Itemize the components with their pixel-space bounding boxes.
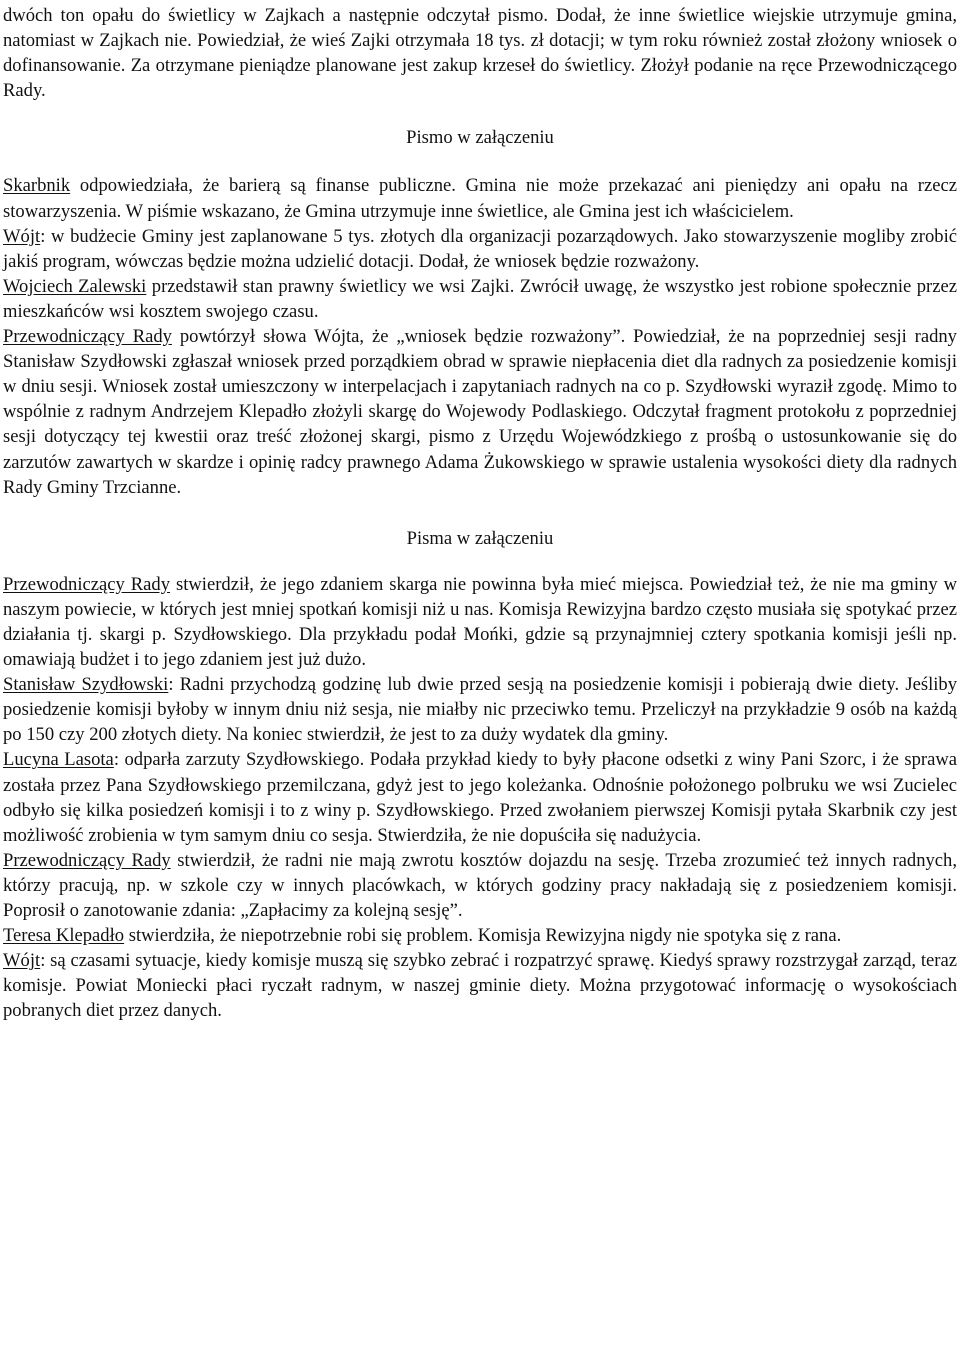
statement-text: : są czasami sytuacje, kiedy komisje muszą się szybko zebrać i rozpatrzyć sprawę. Kiedyś sprawy rozstrzygał zarząd, teraz komisje. Powiat Moniecki płaci ryczałt radnym, w naszej gminie diety. Można przygotować informację o wysokościach pobranych diet przez danych. <box>3 950 957 1022</box>
statement-skarbnik <box>3 173 957 223</box>
speaker-name: Przewodniczący Rady <box>3 573 171 595</box>
attachment-note-2: Pisma w załączeniu <box>406 527 554 549</box>
statement-text: : w budżecie Gminy jest zaplanowane 5 tys. złotych dla organizacji pozarządowych. Jako stowarzyszenie mogliby zrobić jakiś program, wówczas będzie można udzielić dotacji. Dodał, że wniosek będzie rozważony. <box>3 225 957 272</box>
statement-lucyna-lasota <box>3 747 957 847</box>
statement-text: : odparła zarzuty Szydłowskiego. Podała przykład kiedy to były płacone odsetki z winy Pani Szorc, i że sprawa została przez Pana Szydłowskiego przemilczana, gdyż jest to jego koleżanka. Odnośnie położonego polbruku we wsi Zucielec odbyło się kilka posiedzeń komisji i to z winy p. Szydłowskiego. Przed zwołaniem pierwszej Komisji pytała Skarbnik czy jest możliwość zrobienia w tym samym dniu co sesja. Stwierdziła, że nie dopuściła się nadużycia. <box>3 749 958 846</box>
statement-text: stwierdził, że jego zdaniem skarga nie powinna była mieć miejsca. Powiedział też, że nie ma gminy w naszym powiecie, w których jest mniej spotkań komisji niż u nas. Komisja Rewizyjna bardzo często musiała się spotykać przez działania tj. skargi p. Szydłowskiego. Dla przykładu podał Mońki, gdzie są przynajmniej cztery spotkania komisji jeśli np. omawiają budżet i to jego zdaniem jest już dużo. <box>3 573 957 671</box>
attachment-note-1: Pismo w załączeniu <box>406 127 554 149</box>
statement-text: powtórzył słowa Wójta, że „wniosek będzie rozważony”. Powiedział, że na poprzedniej sesji radny Stanisław Szydłowski zgłaszał wniosek przed porządkiem obrad w sprawie niepłacenia diet dla radnych za posiedzenie komisji w dniu sesji. Wniosek został umieszczony w interpelacjach i zapytaniach radnych na co p. Szydłowski wyraził zgodę. Mimo to wspólnie z radnym Andrzejem Klepadło złożyli skargę do Wojewody Podlaskiego. Odczytał fragment protokołu z poprzedniej sesji dotyczący tej kwestii oraz treść złożonej skargi, pismo z Urzędu Wojewódzkiego z prośbą o ustosunkowanie się do zarzutów zawartych w skardze i opinię radcy prawnego Adama Żukowskiego w sprawie ustalenia wysokości diety dla radnych Rady Gminy Trzcianne. <box>3 326 957 498</box>
opening-paragraph: dwóch ton opału do świetlicy w Zajkach a następnie odczytał pismo. Dodał, że inne świetlice wiejskie utrzymuje gmina, natomiast w Zajkach nie. Powiedział, że wieś Zajki otrzymała 18 tys. zł dotacji; w tym roku również został złożony wniosek o dofinansowanie. Za otrzymane pieniądze planowane jest zakup krzeseł do świetlicy. Złożył podanie na ręce Przewodniczącego Rady. <box>3 5 957 102</box>
statement-stanislaw-szydlowski <box>3 672 957 747</box>
statement-text: stwierdził, że radni nie mają zwrotu kosztów dojazdu na sesję. Trzeba zrozumieć też innych radnych, którzy pracują, np. w szkole czy w innych placówkach, w których godziny pracy nakładają się z posiedzeniem komisji. Poprosił o zanotowanie zdania: „Zapłacimy za kolejną sesję”. <box>3 849 957 921</box>
speaker-name: Stanisław Szydłowski <box>3 674 169 696</box>
statement-wojt <box>3 948 957 1023</box>
speaker-name: Przewodniczący Rady <box>3 849 171 871</box>
statement-wojciech-zalewski <box>3 274 957 324</box>
statement-text: odpowiedziała, że barierą są finanse publiczne. Gmina nie może przekazać ani pieniędzy ani opału na rzecz stowarzyszenia. W piśmie wskazano, że Gmina utrzymuje inne świetlice, ale Gmina jest ich właścicielem. <box>3 175 957 222</box>
statement-wojt <box>3 224 957 274</box>
statement-przewodniczacy-rady <box>3 572 957 672</box>
speaker-name: Teresa Klepadło <box>3 925 125 947</box>
statement-przewodniczacy-rady <box>3 848 957 923</box>
speaker-name: Wojciech Zalewski <box>3 275 147 297</box>
speaker-name: Wójt <box>3 950 41 972</box>
speaker-name: Wójt <box>3 225 41 247</box>
statement-text: : Radni przychodzą godzinę lub dwie przed sesją na posiedzenie komisji i pobierają dwie diety. Jeśliby posiedzenie komisji byłoby w innym dniu niż sesja, nie miałby nic przeciwko temu. Przeliczył na przykładzie 9 osób na każdą po 150 czy 200 złotych diety. Na koniec stwierdził, że jest to za duży wydatek dla gminy. <box>3 674 957 746</box>
statement-teresa-klepadlo <box>3 923 957 948</box>
speaker-name: Lucyna Lasota <box>3 749 114 771</box>
speaker-name: Przewodniczący Rady <box>3 326 172 348</box>
statement-text: przedstawił stan prawny świetlicy we wsi Zajki. Zwrócił uwagę, że wszystko jest robione społecznie przez mieszkańców wsi kosztem swojego czasu. <box>3 275 957 322</box>
statement-text: stwierdziła, że niepotrzebnie robi się problem. Komisja Rewizyjna nigdy nie spotyka się z rana. <box>124 925 842 947</box>
statement-przewodniczacy-rady <box>3 324 957 500</box>
speaker-name: Skarbnik <box>3 175 71 197</box>
